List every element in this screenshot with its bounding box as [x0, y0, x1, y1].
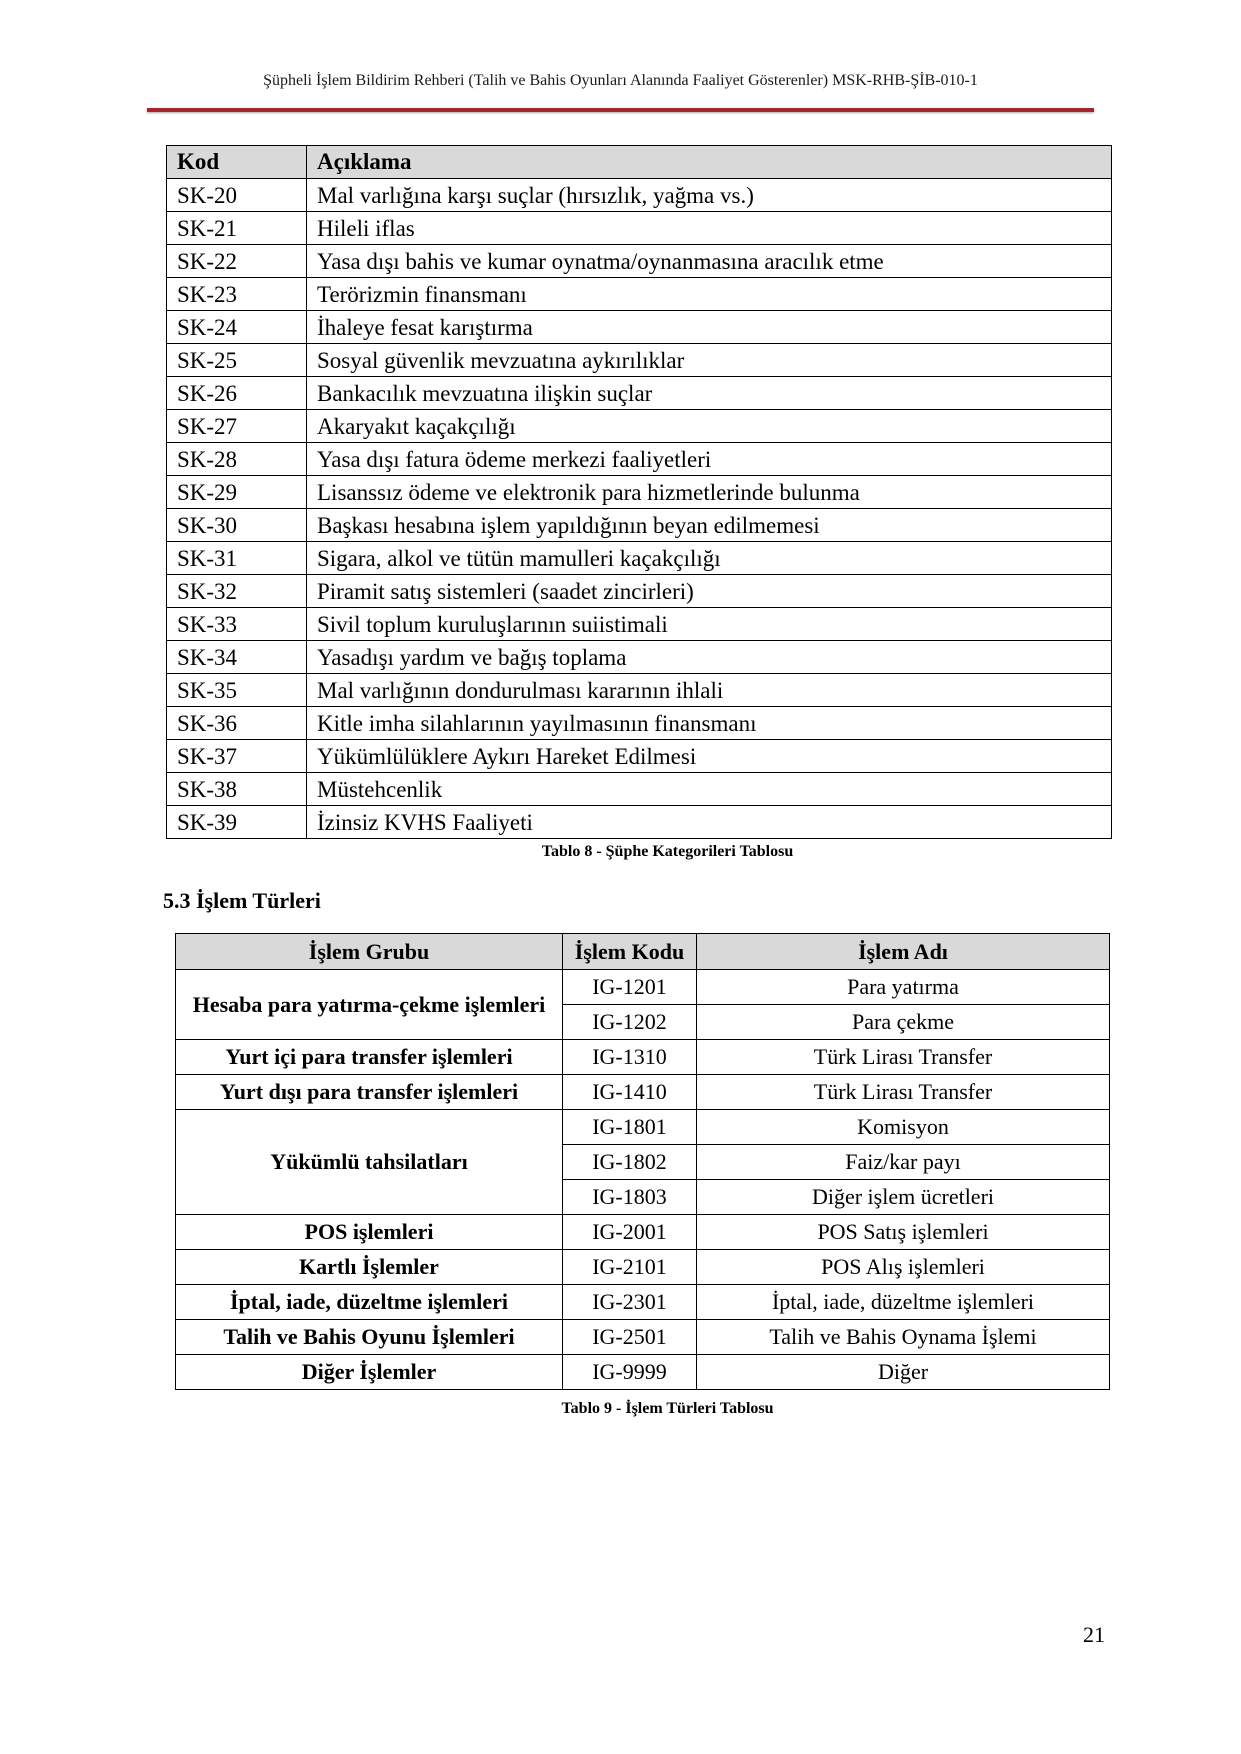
aciklama-cell: Akaryakıt kaçakçılığı — [307, 410, 1112, 443]
column-header-aciklama: Açıklama — [307, 146, 1112, 179]
aciklama-cell: İhaleye fesat karıştırma — [307, 311, 1112, 344]
table-row — [176, 1320, 1110, 1355]
kod-cell: SK-37 — [167, 740, 307, 773]
table-row — [167, 377, 1112, 410]
kod-cell: SK-23 — [167, 278, 307, 311]
aciklama-cell: Sigara, alkol ve tütün mamulleri kaçakçılığı — [307, 542, 1112, 575]
table-row — [167, 608, 1112, 641]
islem-adi-cell: Komisyon — [697, 1110, 1110, 1145]
page-header-title: Şüpheli İşlem Bildirim Rehberi (Talih ve Bahis Oyunları Alanında Faaliyet Gösterenler) MSK-RHB-ŞİB-010-1 — [263, 72, 978, 89]
islem-adi-cell: Faiz/kar payı — [697, 1145, 1110, 1180]
islem-grubu-cell: Kartlı İşlemler — [176, 1250, 563, 1285]
table-row — [167, 806, 1112, 839]
islem-adi-cell: Talih ve Bahis Oynama İşlemi — [697, 1320, 1110, 1355]
page-number: 21 — [1083, 1622, 1105, 1647]
table-row — [167, 509, 1112, 542]
kod-cell: SK-22 — [167, 245, 307, 278]
kod-cell: SK-29 — [167, 476, 307, 509]
table-row — [167, 212, 1112, 245]
table-row — [176, 1355, 1110, 1390]
column-header-kod: Kod — [167, 146, 307, 179]
islem-grubu-cell: Talih ve Bahis Oyunu İşlemleri — [176, 1320, 563, 1355]
islem-adi-cell: POS Satış işlemleri — [697, 1215, 1110, 1250]
aciklama-cell: Piramit satış sistemleri (saadet zincirleri) — [307, 575, 1112, 608]
aciklama-cell: Kitle imha silahlarının yayılmasının finansmanı — [307, 707, 1112, 740]
column-header-islem-adi: İşlem Adı — [697, 934, 1110, 970]
table-row — [176, 1215, 1110, 1250]
aciklama-cell: Sosyal güvenlik mevzuatına aykırılıklar — [307, 344, 1112, 377]
column-header-islem-grubu: İşlem Grubu — [176, 934, 563, 970]
islem-grubu-cell: Hesaba para yatırma-çekme işlemleri — [176, 970, 563, 1040]
kod-cell: SK-24 — [167, 311, 307, 344]
table-row — [167, 476, 1112, 509]
kod-cell: SK-39 — [167, 806, 307, 839]
kod-cell: SK-34 — [167, 641, 307, 674]
table-row — [167, 179, 1112, 212]
aciklama-cell: Mal varlığının dondurulması kararının ihlali — [307, 674, 1112, 707]
kod-cell: SK-38 — [167, 773, 307, 806]
islem-grubu-cell: Diğer İşlemler — [176, 1355, 563, 1390]
table-row — [176, 1110, 1110, 1145]
aciklama-cell: Bankacılık mevzuatına ilişkin suçlar — [307, 377, 1112, 410]
islem-kodu-cell: IG-9999 — [563, 1355, 697, 1390]
aciklama-cell: Hileli iflas — [307, 212, 1112, 245]
islem-kodu-cell: IG-1801 — [563, 1110, 697, 1145]
table-row — [167, 443, 1112, 476]
section-heading: 5.3 İşlem Türleri — [163, 888, 321, 913]
aciklama-cell: İzinsiz KVHS Faaliyeti — [307, 806, 1112, 839]
table-row — [176, 970, 1110, 1005]
islem-adi-cell: İptal, iade, düzeltme işlemleri — [697, 1285, 1110, 1320]
kod-cell: SK-32 — [167, 575, 307, 608]
islem-kodu-cell: IG-1201 — [563, 970, 697, 1005]
islem-turleri-table — [175, 933, 1110, 1390]
table-8-caption: Tablo 8 - Şüphe Kategorileri Tablosu — [541, 843, 794, 860]
aciklama-cell: Terörizmin finansmanı — [307, 278, 1112, 311]
islem-adi-cell: POS Alış işlemleri — [697, 1250, 1110, 1285]
islem-kodu-cell: IG-1803 — [563, 1180, 697, 1215]
aciklama-cell: Yasa dışı fatura ödeme merkezi faaliyetleri — [307, 443, 1112, 476]
suphe-kategorileri-table — [166, 145, 1112, 839]
kod-cell: SK-36 — [167, 707, 307, 740]
table-row — [176, 1075, 1110, 1110]
kod-cell: SK-28 — [167, 443, 307, 476]
kod-cell: SK-30 — [167, 509, 307, 542]
table-9-caption: Tablo 9 - İşlem Türleri Tablosu — [561, 1400, 774, 1417]
table-row — [167, 674, 1112, 707]
kod-cell: SK-21 — [167, 212, 307, 245]
islem-kodu-cell: IG-2301 — [563, 1285, 697, 1320]
table-row — [167, 641, 1112, 674]
islem-grubu-cell: Yurt dışı para transfer işlemleri — [176, 1075, 563, 1110]
table-row — [176, 1040, 1110, 1075]
aciklama-cell: Lisanssız ödeme ve elektronik para hizmetlerinde bulunma — [307, 476, 1112, 509]
islem-grubu-cell: İptal, iade, düzeltme işlemleri — [176, 1285, 563, 1320]
table-row — [176, 1285, 1110, 1320]
islem-adi-cell: Para yatırma — [697, 970, 1110, 1005]
kod-cell: SK-33 — [167, 608, 307, 641]
kod-cell: SK-25 — [167, 344, 307, 377]
islem-turleri-body — [176, 970, 1110, 1390]
islem-kodu-cell: IG-1202 — [563, 1005, 697, 1040]
kod-cell: SK-26 — [167, 377, 307, 410]
islem-kodu-cell: IG-1310 — [563, 1040, 697, 1075]
islem-kodu-cell: IG-1802 — [563, 1145, 697, 1180]
islem-kodu-cell: IG-2501 — [563, 1320, 697, 1355]
aciklama-cell: Mal varlığına karşı suçlar (hırsızlık, yağma vs.) — [307, 179, 1112, 212]
islem-adi-cell: Para çekme — [697, 1005, 1110, 1040]
aciklama-cell: Sivil toplum kuruluşlarının suiistimali — [307, 608, 1112, 641]
header-rule — [147, 108, 1094, 112]
islem-grubu-cell: POS işlemleri — [176, 1215, 563, 1250]
table-row — [167, 773, 1112, 806]
table-header-row — [167, 146, 1112, 179]
islem-adi-cell: Türk Lirası Transfer — [697, 1040, 1110, 1075]
suphe-kategorileri-body — [167, 179, 1112, 839]
table-row — [167, 707, 1112, 740]
islem-adi-cell: Türk Lirası Transfer — [697, 1075, 1110, 1110]
column-header-islem-kodu: İşlem Kodu — [563, 934, 697, 970]
islem-grubu-cell: Yurt içi para transfer işlemleri — [176, 1040, 563, 1075]
kod-cell: SK-27 — [167, 410, 307, 443]
kod-cell: SK-35 — [167, 674, 307, 707]
kod-cell: SK-20 — [167, 179, 307, 212]
islem-kodu-cell: IG-2101 — [563, 1250, 697, 1285]
table-row — [167, 410, 1112, 443]
aciklama-cell: Başkası hesabına işlem yapıldığının beyan edilmemesi — [307, 509, 1112, 542]
aciklama-cell: Müstehcenlik — [307, 773, 1112, 806]
islem-adi-cell: Diğer işlem ücretleri — [697, 1180, 1110, 1215]
table-row — [167, 311, 1112, 344]
table-row — [176, 1250, 1110, 1285]
kod-cell: SK-31 — [167, 542, 307, 575]
aciklama-cell: Yasa dışı bahis ve kumar oynatma/oynanmasına aracılık etme — [307, 245, 1112, 278]
aciklama-cell: Yasadışı yardım ve bağış toplama — [307, 641, 1112, 674]
table-row — [167, 344, 1112, 377]
table-header-row — [176, 934, 1110, 970]
islem-kodu-cell: IG-2001 — [563, 1215, 697, 1250]
table-row — [167, 542, 1112, 575]
table-row — [167, 740, 1112, 773]
aciklama-cell: Yükümlülüklere Aykırı Hareket Edilmesi — [307, 740, 1112, 773]
table-row — [167, 575, 1112, 608]
table-row — [167, 245, 1112, 278]
islem-adi-cell: Diğer — [697, 1355, 1110, 1390]
table-row — [167, 278, 1112, 311]
islem-kodu-cell: IG-1410 — [563, 1075, 697, 1110]
islem-grubu-cell: Yükümlü tahsilatları — [176, 1110, 563, 1215]
